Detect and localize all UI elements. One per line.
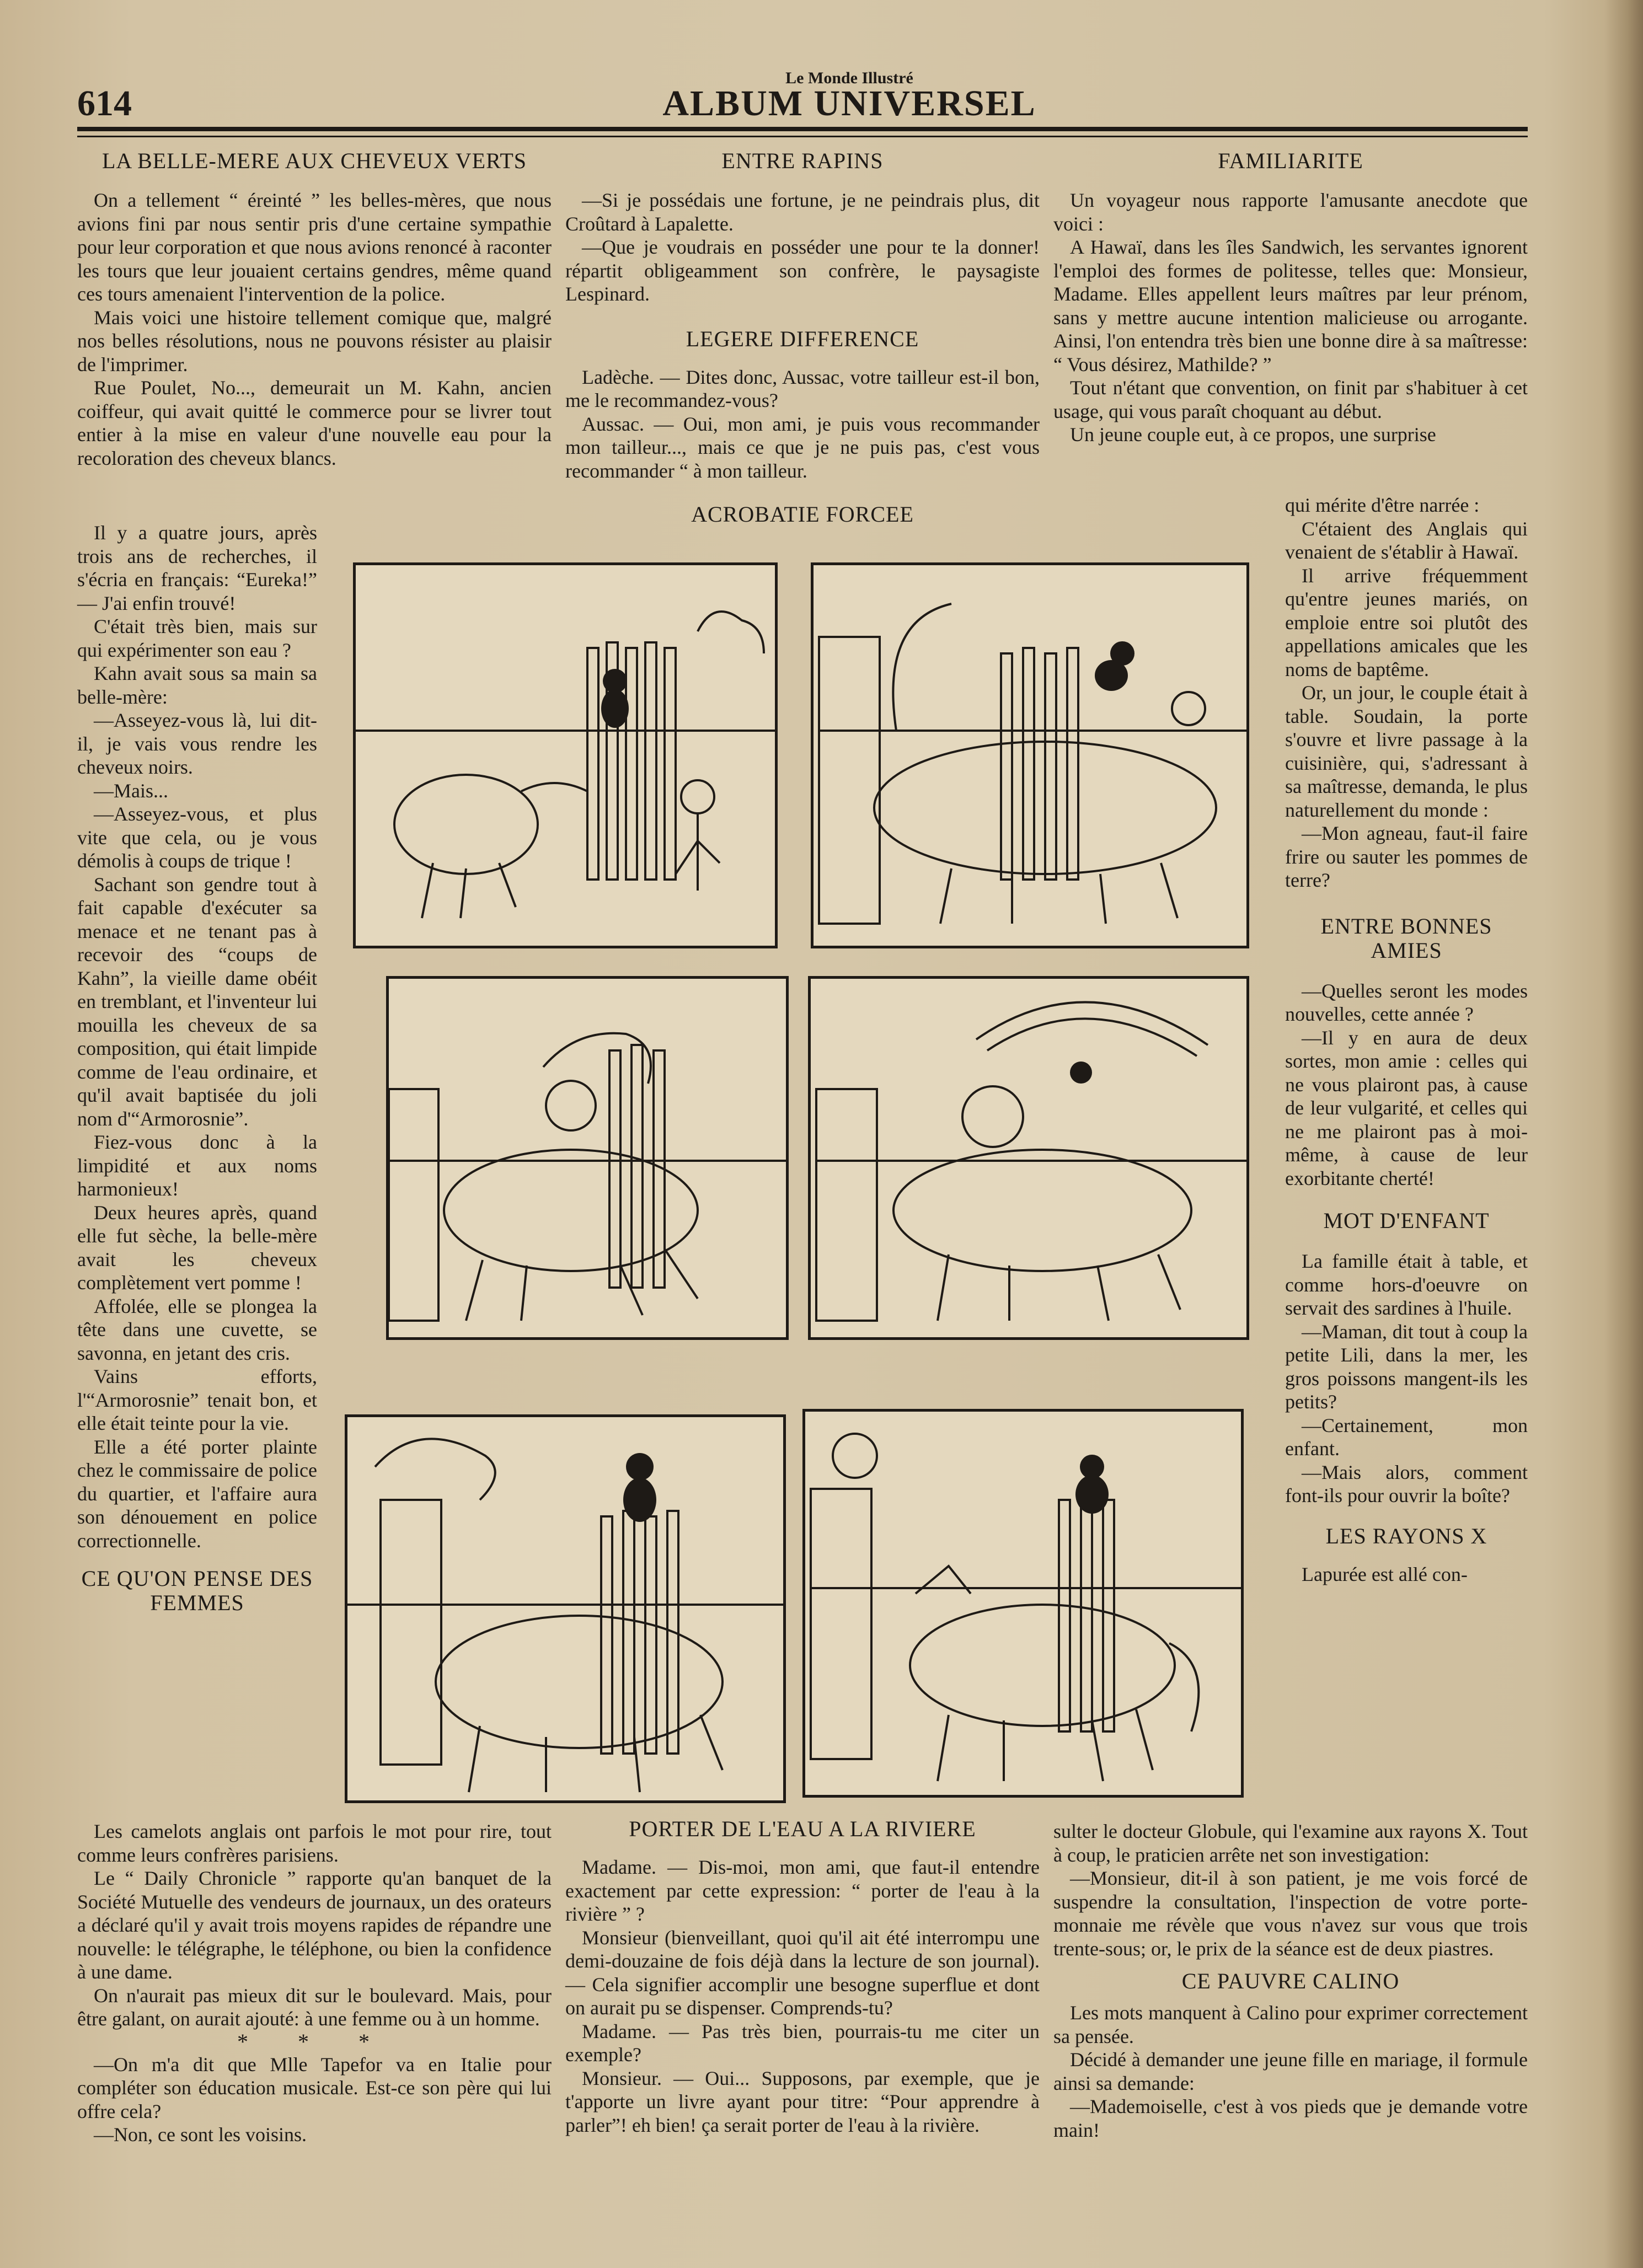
- article-title-riviere: PORTER DE L'EAU A LA RIVIERE: [629, 1816, 976, 1841]
- paragraph: Aussac. — Oui, mon ami, je puis vous recommander mon tailleur..., mais ce que je ne puis pas, c'est vous recommander “ à mon tailleur.: [565, 412, 1040, 482]
- paragraph: Il y a quatre jours, après trois ans de recherches, il s'écria en français: “Eureka!” — J'ai enfin trouvé!: [77, 522, 317, 614]
- column-3-narrow: [1285, 494, 1528, 1586]
- paragraph: —Il y en aura de deux sortes, mon amie : celles qui ne vous plairont pas, à cause de leur vulgarité, et celles qui ne me plairont pas à moi-même, à cause de leur exorbitante cherté!: [1285, 1026, 1528, 1189]
- comic-panel-5: [345, 1414, 786, 1803]
- paragraph: Monsieur. — Oui... Supposons, par exemple, que je t'apporte un livre ayant pour titre: “Pour apprendre à parler”! eh bien! ça serait porter de l'eau à la rivière.: [565, 2067, 1040, 2136]
- comic-illustration-bull-charging: [356, 565, 775, 946]
- paragraph: Kahn avait sous sa main sa belle-mère:: [77, 662, 317, 708]
- comic-illustration-man-on-bull: [389, 979, 786, 1337]
- header-rule-thick: [77, 127, 1528, 131]
- paragraph: On a tellement “ éreinté ” les belles-mères, que nous avions fini par nous sentir pris d'une certaine sympathie pour leur corporation et que nous avions renoncé à raconter les tours que leur jouaient certains gendres, même quand ces tours amenaient l'intervention de la police.: [77, 189, 552, 305]
- comic-illustration-bull-alone: [805, 1412, 1241, 1795]
- comic-illustration-bull-leap: [811, 979, 1246, 1337]
- masthead-title: ALBUM UNIVERSEL: [662, 83, 1036, 124]
- paragraph: Monsieur (bienveillant, quoi qu'il ait été interrompu une demi-douzaine de fois déjà dans la lecture de son journal). — Cela signifier accomplir une besogne superflue et dont on aurait pu se dispenser. Comprends-tu?: [565, 1926, 1040, 2019]
- header-rule-thin: [77, 136, 1528, 137]
- comic-panel-3: [386, 976, 789, 1340]
- paragraph: Les mots manquent à Calino pour exprimer correctement sa pensée.: [1053, 2002, 1528, 2047]
- paragraph: Le “ Daily Chronicle ” rapporte qu'an banquet de la Société Mutuelle des vendeurs de journaux, un des orateurs a déclaré qu'il y avait trois moyens rapides de répandre une nouvelle: le télégraphe, le téléphone, ou bien la confidence à une dame.: [77, 1867, 552, 1983]
- paragraph: C'étaient des Anglais qui venaient de s'établir à Hawaï.: [1285, 517, 1528, 563]
- article-title-familiarite: FAMILIARITE: [1218, 148, 1363, 173]
- paragraph: Mais voici une histoire tellement comique que, malgré nos belles résolutions, nous ne pouvons résister au plaisir de l'imprimer.: [77, 306, 552, 376]
- comic-panel-4: [808, 976, 1249, 1340]
- paragraph: —Mais alors, comment font-ils pour ouvrir la boîte?: [1285, 1461, 1528, 1506]
- paragraph: Il arrive fréquemment qu'entre jeunes mariés, on emploie entre soi plutôt des appellations amicales que les noms de baptême.: [1285, 564, 1528, 680]
- paragraph: Ladèche. — Dites donc, Aussac, votre tailleur est-il bon, me le recommandez-vous?: [565, 366, 1040, 411]
- paragraph: A Hawaï, dans les îles Sandwich, les servantes ignorent l'emploi des formes de politesse, telles que: Monsieur, Madame. Elles appellent leurs maîtres par leur prénom, sans y mettre aucune intention malicieuse ou arrogante. Ainsi, l'on entendra très bien une bonne dire à sa maîtresse: “ Vous désirez, Mathilde? ”: [1053, 236, 1528, 376]
- paragraph: qui mérite d'être narrée :: [1285, 494, 1480, 516]
- paragraph: Deux heures après, quand elle fut sèche, la belle-mère avait les cheveux complètement vert pomme !: [77, 1201, 317, 1294]
- paragraph: sulter le docteur Globule, qui l'examine aux rayons X. Tout à coup, le praticien arrête net son investigation:: [1053, 1820, 1528, 1866]
- masthead-subtitle: Le Monde Illustré: [785, 69, 913, 87]
- paragraph: Fiez-vous donc à la limpidité et aux noms harmonieux!: [77, 1131, 317, 1200]
- paragraph: Madame. — Pas très bien, pourrais-tu me citer un exemple?: [565, 2020, 1040, 2066]
- article-title-belle-mere: LA BELLE-MERE AUX CHEVEUX VERTS: [101, 148, 527, 173]
- comic-illustration-bull-tail: [814, 565, 1246, 946]
- article-title-rayons: LES RAYONS X: [1325, 1523, 1487, 1548]
- paragraph: —Mademoiselle, c'est à vos pieds que je demande votre main!: [1053, 2095, 1528, 2141]
- paragraph: Madame. — Dis-moi, mon ami, que faut-il entendre exactement par cette expression: “ porter de l'eau à la rivière ” ?: [565, 1856, 1040, 1925]
- column-2-bottom: [565, 1817, 1040, 2137]
- paragraph: Elle a été porter plainte chez le commissaire de police du quartier, et l'affaire aura son dénouement en police correctionnelle.: [77, 1435, 317, 1552]
- paragraph: —Mon agneau, faut-il faire frire ou sauter les pommes de terre?: [1285, 822, 1528, 891]
- paragraph: Affolée, elle se plongea la tête dans une cuvette, se savonna, en jetant des cris.: [77, 1295, 317, 1364]
- article-title-amies: ENTRE BONNES AMIES: [1320, 913, 1492, 963]
- paragraph: La famille était à table, et comme hors-d'oeuvre on servait des sardines à l'huile.: [1285, 1250, 1528, 1319]
- column-1-bottom: [77, 1820, 552, 2147]
- article-title-calino: CE PAUVRE CALINO: [1181, 1969, 1400, 1993]
- column-3-bottom: [1053, 1820, 1528, 2142]
- comic-panel-6: [802, 1409, 1244, 1798]
- paragraph: —Si je possédais une fortune, je ne peindrais plus, dit Croûtard à Lapalette.: [565, 189, 1040, 235]
- page-number: 614: [77, 83, 132, 124]
- paragraph: —Asseyez-vous là, lui dit-il, je vais vous rendre les cheveux noirs.: [77, 709, 317, 778]
- paragraph: Tout n'étant que convention, on finit par s'habituer à cet usage, qui vous paraît choquant au début.: [1053, 377, 1528, 422]
- article-title-rapins: ENTRE RAPINS: [721, 148, 884, 173]
- comic-title-acrobatie: ACROBATIE FORCEE: [691, 502, 914, 527]
- article-title-femmes: CE QU'ON PENSE DES FEMMES: [81, 1566, 313, 1615]
- paragraph: Les camelots anglais ont parfois le mot pour rire, tout comme leurs confrères parisiens.: [77, 1820, 552, 1866]
- column-1-top: [77, 149, 552, 470]
- article-title-mot-enfant: MOT D'ENFANT: [1323, 1208, 1490, 1233]
- paragraph: Un jeune couple eut, à ce propos, une surprise: [1070, 423, 1436, 446]
- page-spine-shadow: [1604, 0, 1643, 2268]
- comic-panel-2: [811, 562, 1249, 948]
- paragraph: Vains efforts, l'“Armorosnie” tenait bon, et elle était teinte pour la vie.: [77, 1365, 317, 1434]
- article-title-difference: LEGERE DIFFERENCE: [686, 326, 919, 351]
- column-2-top: [565, 149, 1040, 527]
- paragraph: —Que je voudrais en posséder une pour te la donner! répartit obligeamment son confrère, le paysagiste Lespinard.: [565, 236, 1040, 305]
- column-1-narrow: [77, 521, 317, 1615]
- paragraph: Or, un jour, le couple était à table. Soudain, la porte s'ouvre et livre passage à la cuisinière, qui, s'adressant à sa maîtresse, demanda, le plus naturellement du monde :: [1285, 682, 1528, 821]
- paragraph: Rue Poulet, No..., demeurait un M. Kahn, ancien coiffeur, qui avait quitté le commerce pour se livrer tout entier à la mise en valeur d'une nouvelle eau pour la recoloration des cheveux blancs.: [77, 377, 552, 469]
- paragraph: Lapurée est allé con-: [1302, 1563, 1468, 1585]
- paragraph: —Mais...: [94, 779, 168, 802]
- paragraph: Un voyageur nous rapporte l'amusante anecdote que voici :: [1053, 189, 1528, 235]
- paragraph: On n'aurait pas mieux dit sur le boulevard. Mais, pour être galant, on aurait ajouté: à une femme ou à un homme.: [77, 1984, 552, 2030]
- paragraph: —Asseyez-vous, et plus vite que cela, ou je vous démolis à coups de trique !: [77, 803, 317, 872]
- paragraph: —On m'a dit que Mlle Tapefor va en Italie pour compléter son éducation musicale. Est-ce son père qui lui offre cela?: [77, 2053, 552, 2122]
- comic-panel-1: [353, 562, 778, 948]
- paragraph: —Non, ce sont les voisins.: [94, 2124, 307, 2146]
- paragraph: Décidé à demander une jeune fille en mariage, il formule ainsi sa demande:: [1053, 2049, 1528, 2094]
- paragraph: Sachant son gendre tout à fait capable d'exécuter sa menace et ne tenant pas à recevoir des “coups de Kahn”, la vieille dame obéit en tremblant, et l'inventeur lui mouilla les cheveux de sa composition, qui était limpide comme de l'eau ordinaire, et qu'il avait baptisée du joli nom d'“Armorosnie”.: [77, 873, 317, 1130]
- column-3-top: [1053, 149, 1528, 447]
- paragraph: —Quelles seront les modes nouvelles, cette année ?: [1285, 979, 1528, 1025]
- comic-illustration-man-flip: [347, 1417, 783, 1800]
- paragraph: —Monsieur, dit-il à son patient, je me vois forcé de suspendre la consultation, l'inspection de votre porte-monnaie me révèle que vous n'avez sur vous que trois trente-sous; or, le prix de la séance est de deux piastres.: [1053, 1867, 1528, 1960]
- separator-stars: * * *: [237, 2029, 392, 2054]
- paragraph: —Certainement, mon enfant.: [1285, 1414, 1528, 1460]
- paragraph: —Maman, dit tout à coup la petite Lili, dans la mer, les gros poissons mangent-ils les petits?: [1285, 1320, 1528, 1413]
- paragraph: C'était très bien, mais sur qui expérimenter son eau ?: [77, 615, 317, 661]
